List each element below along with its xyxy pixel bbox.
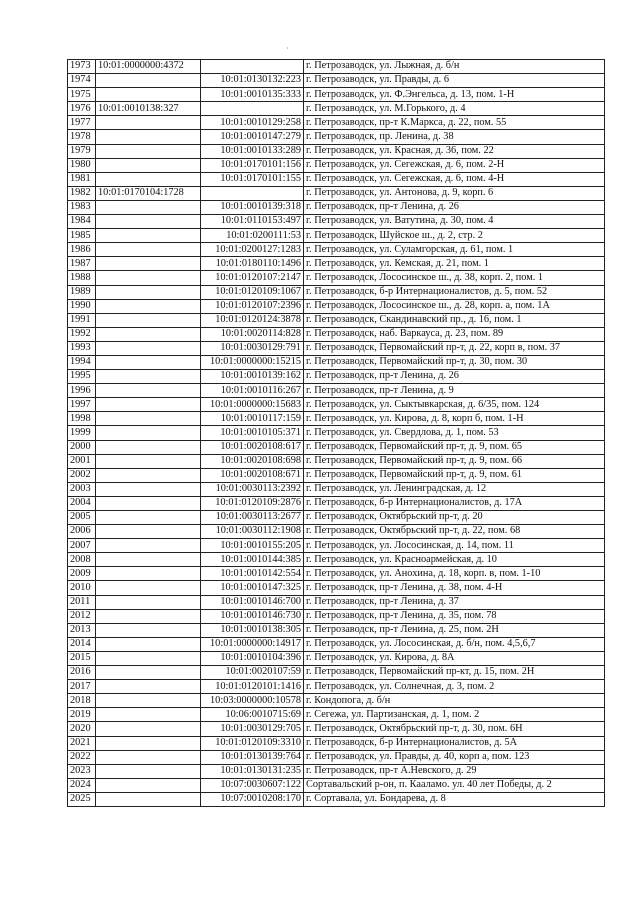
row-number-cell: 1988	[68, 271, 96, 285]
cadastral-number-left-cell	[96, 722, 201, 736]
row-number-cell: 1979	[68, 144, 96, 158]
cadastral-number-left-cell	[96, 200, 201, 214]
cadastral-number-left-cell	[96, 384, 201, 398]
cadastral-number-left-cell	[96, 426, 201, 440]
cadastral-number-right-cell: 10:01:0010147:325	[201, 581, 304, 595]
table-row	[68, 116, 605, 130]
address-cell: г. Петрозаводск, ул. Правды, д. 6	[304, 74, 605, 88]
cadastral-number-right-cell: 10:01:0020108:617	[201, 440, 304, 454]
table-row	[68, 384, 605, 398]
cadastral-number-right-cell: 10:01:0010139:318	[201, 200, 304, 214]
cadastral-number-left-cell	[96, 637, 201, 651]
row-number-cell: 1991	[68, 313, 96, 327]
cadastral-number-left-cell	[96, 74, 201, 88]
address-cell: г. Петрозаводск, ул. Лыжная, д. б/н	[304, 60, 605, 74]
row-number-cell: 1998	[68, 412, 96, 426]
row-number-cell: 2000	[68, 440, 96, 454]
cadastral-number-left-cell	[96, 215, 201, 229]
address-cell: г. Петрозаводск, наб. Варкауса, д. 23, пом. 89	[304, 327, 605, 341]
address-cell: Сортавальский р-он, п. Кааламо. ул. 40 лет Победы, д. 2	[304, 778, 605, 792]
cadastral-number-right-cell: 10:01:0170101:155	[201, 172, 304, 186]
address-cell: г. Петрозаводск, ул. Сегежская, д. 6, пом. 4-Н	[304, 172, 605, 186]
address-cell: г. Петрозаводск, ул. Красная, д. 36, пом. 22	[304, 144, 605, 158]
row-number-cell: 1977	[68, 116, 96, 130]
cadastral-number-right-cell: 10:01:0130131:235	[201, 764, 304, 778]
table-row	[68, 778, 605, 792]
cadastral-number-left-cell	[96, 778, 201, 792]
cadastral-number-right-cell: 10:01:0030129:705	[201, 722, 304, 736]
address-cell: г. Петрозаводск, пр-т Ленина, д. 26	[304, 370, 605, 384]
row-number-cell: 2021	[68, 736, 96, 750]
row-number-cell: 1985	[68, 229, 96, 243]
cadastral-number-right-cell: 10:01:0200111:53	[201, 229, 304, 243]
table-row	[68, 623, 605, 637]
address-cell: г. Петрозаводск, Первомайский пр-т, д. 9, пом. 65	[304, 440, 605, 454]
table-row	[68, 271, 605, 285]
table-row	[68, 257, 605, 271]
row-number-cell: 2024	[68, 778, 96, 792]
row-number-cell: 2001	[68, 454, 96, 468]
address-cell: г. Петрозаводск, Первомайский пр-кт, д. 15, пом. 2Н	[304, 666, 605, 680]
address-cell: г. Петрозаводск, пр-т Ленина, д. 26	[304, 200, 605, 214]
address-cell: г. Петрозаводск, ул. Ф.Энгельса, д. 13, пом. 1-Н	[304, 88, 605, 102]
row-number-cell: 1993	[68, 341, 96, 355]
address-cell: г. Петрозаводск, ул. Правды, д. 40, корп а, пом. 123	[304, 750, 605, 764]
page-mark: ·	[286, 44, 289, 53]
cadastral-number-right-cell	[201, 60, 304, 74]
table-row	[68, 680, 605, 694]
cadastral-number-right-cell: 10:01:0030113:2392	[201, 482, 304, 496]
row-number-cell: 1989	[68, 285, 96, 299]
row-number-cell: 2012	[68, 609, 96, 623]
cadastral-number-left-cell	[96, 680, 201, 694]
address-cell: г. Петрозаводск, ул. Кирова, д. 8, корп б, пом. 1-Н	[304, 412, 605, 426]
cadastral-number-left-cell: 10:01:0000000:4372	[96, 60, 201, 74]
cadastral-number-left-cell	[96, 412, 201, 426]
cadastral-number-left-cell	[96, 764, 201, 778]
row-number-cell: 1994	[68, 355, 96, 369]
cadastral-number-right-cell: 10:01:0170101:156	[201, 158, 304, 172]
cadastral-number-left-cell	[96, 355, 201, 369]
row-number-cell: 2018	[68, 694, 96, 708]
cadastral-number-right-cell: 10:01:0120107:2147	[201, 271, 304, 285]
address-cell: г. Петрозаводск, ул. Сыктывкарская, д. 6/35, пом. 124	[304, 398, 605, 412]
cadastral-number-left-cell	[96, 694, 201, 708]
cadastral-number-right-cell: 10:01:0000000:15215	[201, 355, 304, 369]
table-row	[68, 666, 605, 680]
registry-body	[68, 60, 605, 807]
table-row	[68, 144, 605, 158]
address-cell: г. Петрозаводск, ул. Лососинская, д. б/н, пом. 4,5,6,7	[304, 637, 605, 651]
table-row	[68, 412, 605, 426]
cadastral-number-right-cell: 10:01:0010144:385	[201, 553, 304, 567]
table-row	[68, 88, 605, 102]
cadastral-number-left-cell	[96, 525, 201, 539]
cadastral-number-right-cell: 10:03:0000000:10578	[201, 694, 304, 708]
row-number-cell: 2002	[68, 468, 96, 482]
table-row	[68, 172, 605, 186]
row-number-cell: 2008	[68, 553, 96, 567]
cadastral-number-left-cell	[96, 341, 201, 355]
row-number-cell: 1983	[68, 200, 96, 214]
cadastral-number-left-cell	[96, 750, 201, 764]
cadastral-number-right-cell: 10:01:0010117:159	[201, 412, 304, 426]
table-row	[68, 567, 605, 581]
address-cell: г. Петрозаводск, Октябрьский пр-т, д. 30, пом. 6Н	[304, 722, 605, 736]
address-cell: г. Петрозаводск, ул. Красноармейская, д. 10	[304, 553, 605, 567]
cadastral-number-right-cell: 10:01:0030129:791	[201, 341, 304, 355]
cadastral-number-left-cell	[96, 116, 201, 130]
cadastral-number-left-cell	[96, 708, 201, 722]
address-cell: г. Петрозаводск, б-р Интернационалистов, д. 5А	[304, 736, 605, 750]
row-number-cell: 1974	[68, 74, 96, 88]
address-cell: г. Сортавала, ул. Бондарева, д. 8	[304, 792, 605, 806]
row-number-cell: 1980	[68, 158, 96, 172]
cadastral-number-right-cell: 10:01:0130132:223	[201, 74, 304, 88]
address-cell: г. Петрозаводск, ул. Лососинская, д. 14, пом. 11	[304, 539, 605, 553]
cadastral-number-right-cell: 10:01:0010146:700	[201, 595, 304, 609]
table-row	[68, 609, 605, 623]
table-row	[68, 651, 605, 665]
cadastral-number-right-cell	[201, 186, 304, 200]
table-row	[68, 355, 605, 369]
address-cell: г. Петрозаводск, Скандинавский пр., д. 16, пом. 1	[304, 313, 605, 327]
address-cell: г. Петрозаводск, б-р Интернационалистов, д. 17А	[304, 496, 605, 510]
row-number-cell: 1986	[68, 243, 96, 257]
cadastral-number-right-cell: 10:01:0120124:3878	[201, 313, 304, 327]
address-cell: г. Петрозаводск, ул. Кирова, д. 8А	[304, 651, 605, 665]
cadastral-number-right-cell: 10:01:0120107:2396	[201, 299, 304, 313]
cadastral-number-left-cell	[96, 736, 201, 750]
cadastral-number-left-cell: 10:01:0170104:1728	[96, 186, 201, 200]
cadastral-number-right-cell: 10:01:0110153:497	[201, 215, 304, 229]
cadastral-number-left-cell	[96, 468, 201, 482]
table-row	[68, 299, 605, 313]
table-row	[68, 750, 605, 764]
row-number-cell: 2022	[68, 750, 96, 764]
cadastral-number-right-cell: 10:01:0010105:371	[201, 426, 304, 440]
row-number-cell: 2007	[68, 539, 96, 553]
cadastral-number-right-cell: 10:01:0010147:279	[201, 130, 304, 144]
table-row	[68, 764, 605, 778]
table-row	[68, 496, 605, 510]
cadastral-number-right-cell: 10:01:0120109:2876	[201, 496, 304, 510]
row-number-cell: 1984	[68, 215, 96, 229]
cadastral-number-left-cell	[96, 398, 201, 412]
row-number-cell: 2011	[68, 595, 96, 609]
cadastral-number-right-cell: 10:01:0000000:15683	[201, 398, 304, 412]
cadastral-number-right-cell: 10:01:0010142:554	[201, 567, 304, 581]
cadastral-number-left-cell	[96, 567, 201, 581]
cadastral-number-right-cell: 10:07:0030607:122	[201, 778, 304, 792]
table-row	[68, 398, 605, 412]
address-cell: г. Сегежа, ул. Партизанская, д. 1, пом. 2	[304, 708, 605, 722]
address-cell: г. Петрозаводск, пр-т Ленина, д. 37	[304, 595, 605, 609]
row-number-cell: 2019	[68, 708, 96, 722]
cadastral-number-left-cell	[96, 792, 201, 806]
cadastral-number-left-cell	[96, 327, 201, 341]
address-cell: г. Петрозаводск, пр-т Ленина, д. 35, пом. 78	[304, 609, 605, 623]
table-row	[68, 511, 605, 525]
cadastral-number-right-cell	[201, 102, 304, 116]
table-row	[68, 158, 605, 172]
cadastral-number-right-cell: 10:01:0000000:14917	[201, 637, 304, 651]
address-cell: г. Петрозаводск, ул. М.Горького, д. 4	[304, 102, 605, 116]
cadastral-number-left-cell	[96, 285, 201, 299]
cadastral-number-left-cell	[96, 370, 201, 384]
table-row	[68, 426, 605, 440]
cadastral-number-right-cell: 10:01:0180110:1496	[201, 257, 304, 271]
row-number-cell: 1990	[68, 299, 96, 313]
cadastral-number-right-cell: 10:01:0030112:1908	[201, 525, 304, 539]
cadastral-number-left-cell	[96, 623, 201, 637]
table-row	[68, 60, 605, 74]
cadastral-number-right-cell: 10:01:0030113:2677	[201, 511, 304, 525]
table-row	[68, 553, 605, 567]
cadastral-number-right-cell: 10:01:0130139:764	[201, 750, 304, 764]
cadastral-number-left-cell	[96, 158, 201, 172]
address-cell: г. Петрозаводск, пр-т Ленина, д. 38, пом. 4-Н	[304, 581, 605, 595]
cadastral-number-right-cell: 10:01:0010133:289	[201, 144, 304, 158]
cadastral-number-right-cell: 10:01:0120109:1067	[201, 285, 304, 299]
row-number-cell: 1982	[68, 186, 96, 200]
table-row	[68, 468, 605, 482]
row-number-cell: 1975	[68, 88, 96, 102]
cadastral-number-right-cell: 10:06:0010715:69	[201, 708, 304, 722]
address-cell: г. Петрозаводск, Первомайский пр-т, д. 30, пом. 30	[304, 355, 605, 369]
cadastral-number-left-cell	[96, 440, 201, 454]
address-cell: г. Кондопога, д. б/н	[304, 694, 605, 708]
address-cell: г. Петрозаводск, Шуйское ш., д. 2, стр. 2	[304, 229, 605, 243]
table-row	[68, 313, 605, 327]
cadastral-number-left-cell	[96, 172, 201, 186]
row-number-cell: 1976	[68, 102, 96, 116]
address-cell: г. Петрозаводск, Первомайский пр-т, д. 9, пом. 66	[304, 454, 605, 468]
row-number-cell: 1997	[68, 398, 96, 412]
cadastral-number-right-cell: 10:01:0020108:671	[201, 468, 304, 482]
table-row	[68, 708, 605, 722]
table-row	[68, 581, 605, 595]
row-number-cell: 2005	[68, 511, 96, 525]
cadastral-number-left-cell	[96, 144, 201, 158]
table-row	[68, 229, 605, 243]
cadastral-number-right-cell: 10:01:0010155:205	[201, 539, 304, 553]
cadastral-number-left-cell	[96, 581, 201, 595]
table-row	[68, 595, 605, 609]
cadastral-number-left-cell	[96, 299, 201, 313]
cadastral-number-left-cell	[96, 553, 201, 567]
cadastral-number-left-cell	[96, 496, 201, 510]
row-number-cell: 1978	[68, 130, 96, 144]
cadastral-number-left-cell	[96, 229, 201, 243]
address-cell: г. Петрозаводск, Лососинское ш., д. 28, корп. а, пом. 1А	[304, 299, 605, 313]
cadastral-number-left-cell: 10:01:0010138:327	[96, 102, 201, 116]
address-cell: г. Петрозаводск, Октябрьский пр-т, д. 20	[304, 511, 605, 525]
table-row	[68, 792, 605, 806]
cadastral-number-left-cell	[96, 666, 201, 680]
row-number-cell: 2014	[68, 637, 96, 651]
table-row	[68, 694, 605, 708]
table-row	[68, 243, 605, 257]
cadastral-number-left-cell	[96, 539, 201, 553]
cadastral-number-left-cell	[96, 511, 201, 525]
row-number-cell: 2017	[68, 680, 96, 694]
cadastral-number-left-cell	[96, 454, 201, 468]
table-row	[68, 454, 605, 468]
cadastral-number-left-cell	[96, 257, 201, 271]
address-cell: г. Петрозаводск, Октябрьский пр-т, д. 22, пом. 68	[304, 525, 605, 539]
row-number-cell: 1981	[68, 172, 96, 186]
row-number-cell: 1973	[68, 60, 96, 74]
cadastral-number-left-cell	[96, 88, 201, 102]
row-number-cell: 2015	[68, 651, 96, 665]
address-cell: г. Петрозаводск, Лососинское ш., д. 38, корп. 2, пом. 1	[304, 271, 605, 285]
address-cell: г. Петрозаводск, ул. Анохина, д. 18, корп. в, пом. 1-10	[304, 567, 605, 581]
cadastral-number-right-cell: 10:01:0010135:333	[201, 88, 304, 102]
cadastral-number-right-cell: 10:01:0020114:828	[201, 327, 304, 341]
table-row	[68, 370, 605, 384]
cadastral-number-right-cell: 10:01:0010104:396	[201, 651, 304, 665]
row-number-cell: 2023	[68, 764, 96, 778]
cadastral-number-right-cell: 10:01:0120109:3310	[201, 736, 304, 750]
row-number-cell: 2003	[68, 482, 96, 496]
cadastral-number-right-cell: 10:01:0010139:162	[201, 370, 304, 384]
cadastral-number-right-cell: 10:01:0120101:1416	[201, 680, 304, 694]
address-cell: г. Петрозаводск, ул. Свердлова, д. 1, пом. 53	[304, 426, 605, 440]
cadastral-number-right-cell: 10:01:0010116:267	[201, 384, 304, 398]
table-row	[68, 102, 605, 116]
address-cell: г. Петрозаводск, пр. Ленина, д. 38	[304, 130, 605, 144]
cadastral-number-left-cell	[96, 271, 201, 285]
row-number-cell: 2009	[68, 567, 96, 581]
table-row	[68, 200, 605, 214]
table-row	[68, 637, 605, 651]
cadastral-number-right-cell: 10:01:0010129:258	[201, 116, 304, 130]
table-row	[68, 341, 605, 355]
table-row	[68, 722, 605, 736]
table-row	[68, 74, 605, 88]
address-cell: г. Петрозаводск, ул. Ленинградская, д. 12	[304, 482, 605, 496]
row-number-cell: 2004	[68, 496, 96, 510]
address-cell: г. Петрозаводск, Первомайский пр-т, д. 9, пом. 61	[304, 468, 605, 482]
address-cell: г. Петрозаводск, пр-т Ленина, д. 9	[304, 384, 605, 398]
table-row	[68, 327, 605, 341]
address-cell: г. Петрозаводск, ул. Суламгорская, д. 61, пом. 1	[304, 243, 605, 257]
address-cell: г. Петрозаводск, ул. Солнечная, д. 3, пом. 2	[304, 680, 605, 694]
cadastral-number-right-cell: 10:07:0010208:170	[201, 792, 304, 806]
address-cell: г. Петрозаводск, ул. Антонова, д. 9, корп. 6	[304, 186, 605, 200]
address-cell: г. Петрозаводск, пр-т А.Невского, д. 29	[304, 764, 605, 778]
table-row	[68, 186, 605, 200]
cadastral-number-left-cell	[96, 130, 201, 144]
row-number-cell: 2013	[68, 623, 96, 637]
table-row	[68, 482, 605, 496]
row-number-cell: 2025	[68, 792, 96, 806]
table-row	[68, 215, 605, 229]
row-number-cell: 1996	[68, 384, 96, 398]
address-cell: г. Петрозаводск, б-р Интернационалистов, д. 5, пом. 52	[304, 285, 605, 299]
address-cell: г. Петрозаводск, ул. Ватутина, д. 30, пом. 4	[304, 215, 605, 229]
cadastral-number-right-cell: 10:01:0010138:305	[201, 623, 304, 637]
cadastral-number-right-cell: 10:01:0010146:730	[201, 609, 304, 623]
cadastral-number-right-cell: 10:01:0020108:698	[201, 454, 304, 468]
row-number-cell: 1987	[68, 257, 96, 271]
table-row	[68, 130, 605, 144]
cadastral-number-left-cell	[96, 609, 201, 623]
row-number-cell: 1999	[68, 426, 96, 440]
cadastral-number-right-cell: 10:01:0020107:59	[201, 666, 304, 680]
table-row	[68, 736, 605, 750]
row-number-cell: 2006	[68, 525, 96, 539]
row-number-cell: 2016	[68, 666, 96, 680]
table-row	[68, 525, 605, 539]
row-number-cell: 1995	[68, 370, 96, 384]
address-cell: г. Петрозаводск, пр-т Ленина, д. 25, пом. 2Н	[304, 623, 605, 637]
cadastral-number-left-cell	[96, 243, 201, 257]
cadastral-number-left-cell	[96, 595, 201, 609]
property-registry-table	[67, 59, 605, 807]
row-number-cell: 2010	[68, 581, 96, 595]
table-row	[68, 285, 605, 299]
row-number-cell: 1992	[68, 327, 96, 341]
table-row	[68, 440, 605, 454]
cadastral-number-left-cell	[96, 482, 201, 496]
table-row	[68, 539, 605, 553]
row-number-cell: 2020	[68, 722, 96, 736]
address-cell: г. Петрозаводск, ул. Кемская, д. 21, пом. 1	[304, 257, 605, 271]
cadastral-number-left-cell	[96, 651, 201, 665]
address-cell: г. Петрозаводск, Первомайский пр-т, д. 22, корп в, пом. 37	[304, 341, 605, 355]
address-cell: г. Петрозаводск, пр-т К.Маркса, д. 22, пом. 55	[304, 116, 605, 130]
cadastral-number-right-cell: 10:01:0200127:1283	[201, 243, 304, 257]
address-cell: г. Петрозаводск, ул. Сегежская, д. 6, пом. 2-Н	[304, 158, 605, 172]
cadastral-number-left-cell	[96, 313, 201, 327]
